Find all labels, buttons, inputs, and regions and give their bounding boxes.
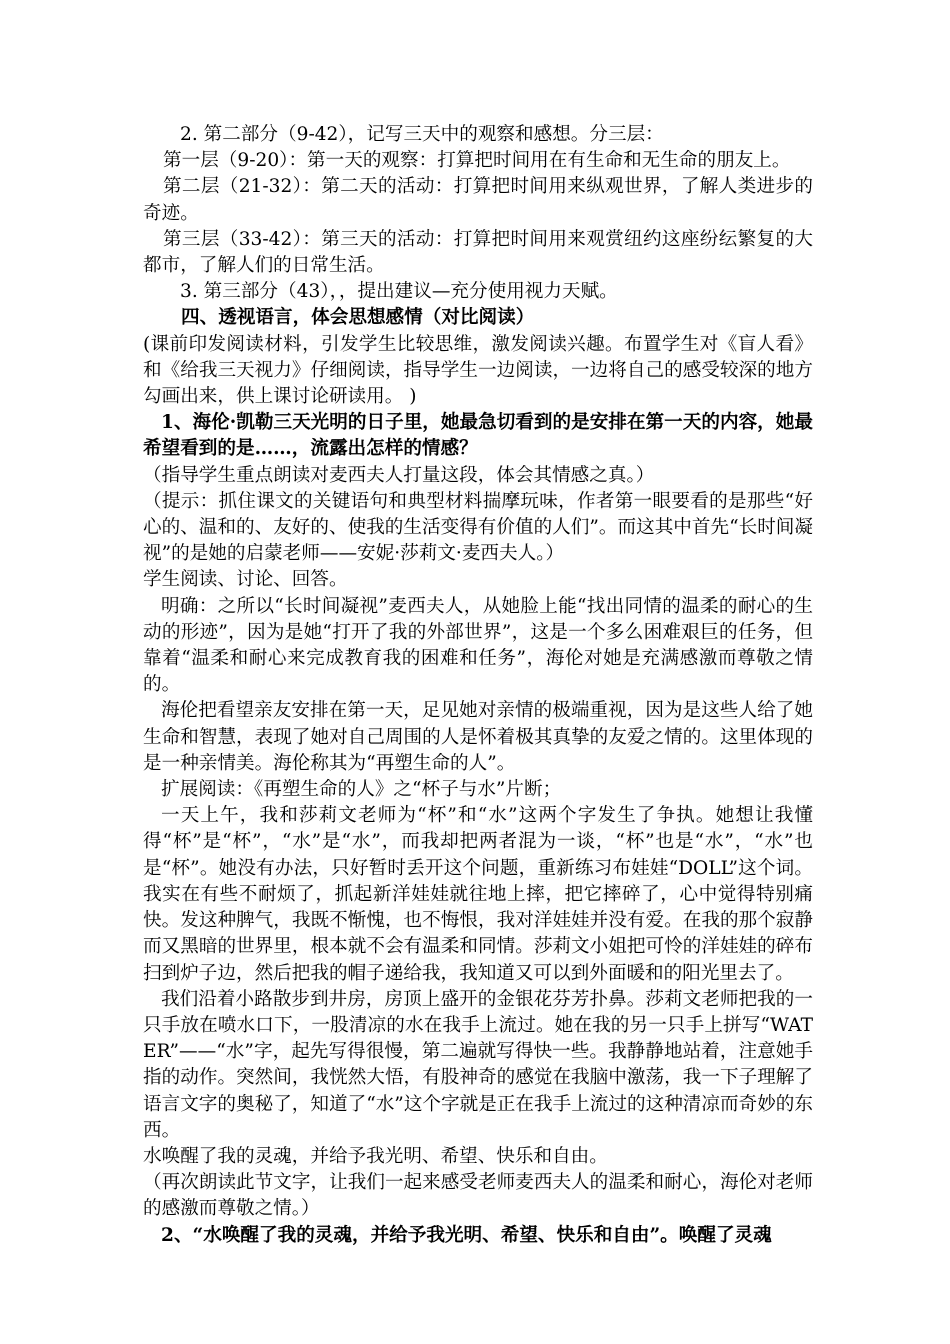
layer-1-text: 第一层（9-20）：第一天的观察：打算把时间用在有生命和无生命的朋友上。 (163, 150, 791, 172)
hint-note: （提示：抓住课文的关键语句和典型材料揣摩玩味，作者第一眼要看的是那些“好心的、温和的、友好的、使我的生活变得有价值的人们”。而这其中首先“长时间凝视”的是她的启蒙老师——安妮·莎莉文·麦西夫人。） (143, 490, 813, 565)
student-activity: 学生阅读、讨论、回答。 (143, 569, 348, 591)
document-body (143, 122, 813, 1249)
section-2-heading: 2. 第二部分（9-42），记写三天中的观察和感想。分三层： (180, 124, 664, 145)
question-2: 2、“水唤醒了我的灵魂，并给予我光明、希望、快乐和自由”。唤醒了灵魂 (161, 1224, 772, 1246)
layer-3-text: 第三层（33-42）：第三天的活动：打算把时间用来观赏纽约这座纷纭繁复的大都市，了解人们的日常生活。 (143, 228, 813, 277)
layer-2-text: 第二层（21-32）：第二天的活动：打算把时间用来纵观世界，了解人类进步的奇迹。 (143, 176, 813, 224)
extended-reading-title: 扩展阅读：《再塑生命的人》之“杯子与水”片断； (161, 779, 562, 801)
section-3-heading: 3. 第三部分（43），，提出建议—充分使用视力天赋。 (180, 281, 618, 303)
reread-note: （再次朗读此节文字，让我们一起来感受老师麦西夫人的温柔和耐心，海伦对老师的感激而尊敬之情。） (143, 1172, 813, 1220)
pre-class-note: (课前印发阅读材料，引发学生比较思维，激发阅读兴趣。布置学生对《盲人看》和《给我三天视力》仔细阅读，指导学生一边阅读，一边将自己的感受较深的地方勾画出来，供上课讨论研读用。 ) (143, 333, 813, 408)
clarification-paragraph: 明确：之所以“长时间凝视”麦西夫人，从她脸上能“找出同情的温柔的耐心的生动的形迹”，因为是她“打开了我的外部世界”，这是一个多么困难艰巨的任务，但靠着“温柔和耐心来完成教育我的困难和任务”，海伦对她是充满感激而尊敬之情的。 (143, 595, 813, 696)
excerpt-conclusion: 水唤醒了我的灵魂，并给予我光明、希望、快乐和自由。 (143, 1145, 608, 1167)
question-1: 1、海伦·凯勒三天光明的日子里，她最急切看到的是安排在第一天的内容，她最希望看到的是……，流露出怎样的情感？ (143, 412, 813, 460)
family-paragraph: 海伦把看望亲友安排在第一天，足见她对亲情的极端重视，因为是这些人给了她生命和智慧，表现了她对自己周围的人是怀着极其真挚的友爱之情的。这里体现的是一种亲情美。海伦称其为“再塑生命的人”。 (143, 700, 813, 774)
excerpt-paragraph-1: 一天上午，我和莎莉文老师为“杯”和“水”这两个字发生了争执。她想让我懂得“杯”是“杯”，“水”是“水”，而我却把两者混为一谈，“杯”也是“水”，“水”也是“杯”。她没有办法，只好暂时丢开这个问题，重新练习布娃娃“DOLL”这个词。我实在有些不耐烦了，抓起新洋娃娃就往地上摔，把它摔碎了，心中觉得特别痛快。发这种脾气，我既不惭愧，也不悔恨，我对洋娃娃并没有爱。在我的那个寂静而又黑暗的世界里，根本就不会有温柔和同情。莎莉文小姐把可怜的洋娃娃的碎布扫到炉子边，然后把我的帽子递给我，我知道又可以到外面暖和的阳光里去了。 (143, 805, 813, 984)
guidance-note: （指导学生重点朗读对麦西夫人打量这段，体会其情感之真。） (143, 464, 655, 486)
excerpt-paragraph-2: 我们沿着小路散步到井房，房顶上盛开的金银花芬芳扑鼻。莎莉文老师把我的一只手放在喷水口下，一股清凉的水在我手上流过。她在我的另一只手上拼写“WATER”——“水”字，起先写得很慢，第二遍就写得快一些。我静静地站着，注意她手指的动作。突然间，我恍然大悟，有股神奇的感觉在我脑中激荡，我一下子理解了语言文字的奥秘了，知道了“水”这个字就是正在我手上流过的这种清凉而奇妙的东西。 (143, 988, 813, 1141)
part-4-heading: 四、透视语言，体会思想感情（对比阅读） (181, 307, 535, 329)
